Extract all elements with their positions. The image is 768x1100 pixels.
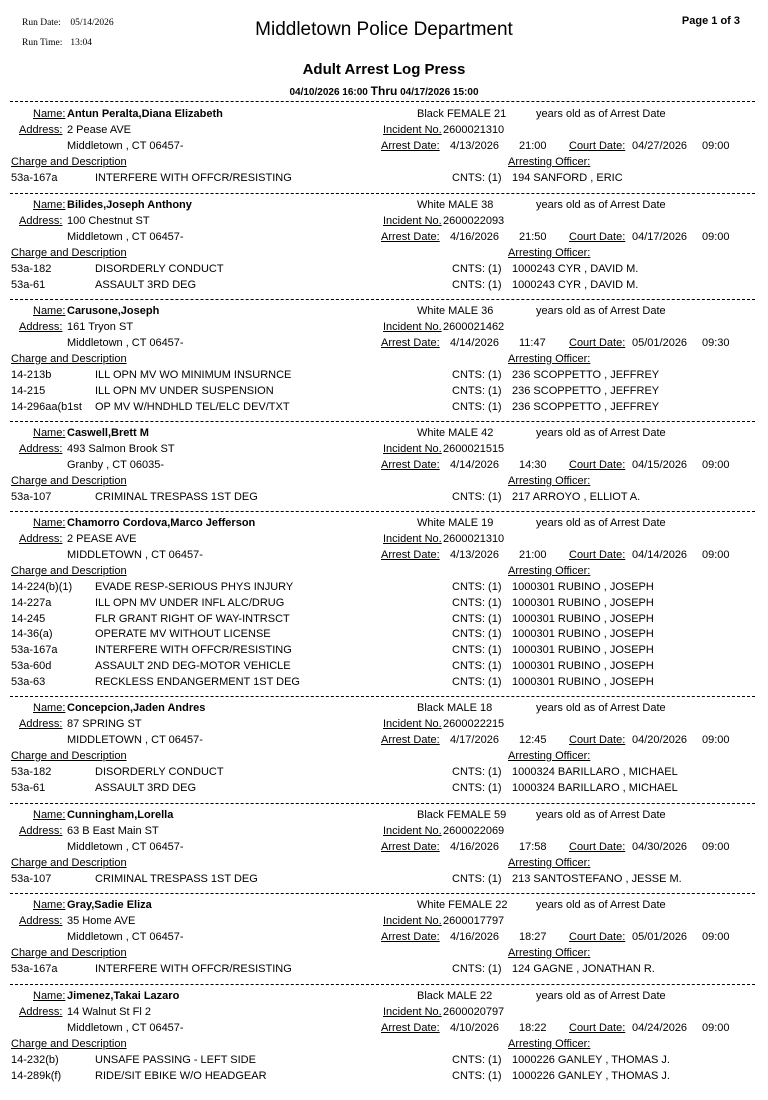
court-time: 09:00: [702, 734, 730, 746]
address-value: 100 Chestnut ST: [67, 215, 150, 227]
officer-header: Arresting Officer:: [508, 1038, 591, 1050]
charge-header: Charge and Description: [11, 565, 127, 577]
charge-description: DISORDERLY CONDUCT: [95, 766, 224, 778]
arresting-officer: 1000243 CYR , DAVID M.: [512, 278, 639, 291]
arresting-officer: 194 SANFORD , ERIC: [512, 172, 623, 184]
incident-number: 2600022215: [443, 718, 505, 730]
charge-description: ILL OPN MV UNDER INFL ALC/DRUG: [95, 596, 285, 609]
charge-code: 53a-61: [11, 781, 46, 794]
arrest-date: 4/16/2026: [450, 231, 499, 243]
court-time: 09:00: [702, 459, 730, 471]
name-label: Name:: [33, 990, 66, 1002]
charge-description: ASSAULT 3RD DEG: [95, 278, 197, 291]
court-time: 09:00: [702, 841, 730, 853]
court-date: 05/01/2026: [632, 931, 688, 943]
arrest-time: 11:47: [519, 337, 546, 349]
arresting-officer: 1000301 RUBINO , JOSEPH: [512, 581, 654, 593]
arrest-time: 14:30: [519, 459, 547, 471]
court-date-label: Court Date:: [569, 459, 626, 471]
officer-header: Arresting Officer:: [508, 156, 591, 168]
arresting-officer: 124 GAGNE , JONATHAN R.: [512, 963, 655, 975]
charge-header: Charge and Description: [11, 247, 127, 259]
arrest-date-label: Arrest Date:: [381, 931, 440, 943]
arresting-officer: 213 SANTOSTEFANO , JESSE M.: [512, 873, 682, 885]
arrest-time: 21:00: [519, 549, 547, 561]
arresting-officer: 1000243 CYR , DAVID M.: [512, 263, 639, 275]
court-date-label: Court Date:: [569, 1022, 626, 1034]
address-value: 63 B East Main ST: [67, 825, 159, 837]
court-date: 05/01/2026: [632, 337, 688, 349]
charge-counts: CNTS: (1): [452, 781, 502, 794]
record-divider: [10, 984, 755, 985]
arrest-date: 4/13/2026: [450, 549, 499, 561]
charge-description: ILL OPN MV WO MINIMUM INSURNCE: [95, 369, 292, 381]
incident-label: Incident No.: [383, 215, 442, 227]
charge-counts: CNTS: (1): [452, 1069, 502, 1082]
charge-description: RECKLESS ENDANGERMENT 1ST DEG: [95, 675, 300, 688]
charge-header: Charge and Description: [11, 1038, 127, 1050]
officer-header: Arresting Officer:: [508, 857, 591, 869]
charge-code: 53a-167a: [11, 644, 58, 657]
charge-code: 53a-60d: [11, 660, 52, 672]
court-date-label: Court Date:: [569, 231, 626, 243]
address-value: 2 Pease AVE: [67, 124, 132, 136]
race-sex-age: White FEMALE 22: [417, 899, 508, 911]
race-sex-age: Black MALE 18: [417, 702, 493, 714]
address-value: 2 PEASE AVE: [67, 533, 137, 545]
address-value: 87 SPRING ST: [67, 718, 142, 730]
arresting-officer: 236 SCOPPETTO , JEFFREY: [512, 384, 660, 397]
header-divider: [10, 101, 755, 102]
age-suffix: years old as of Arrest Date: [536, 702, 666, 714]
charge-counts: CNTS: (1): [452, 491, 502, 503]
court-date-label: Court Date:: [569, 140, 626, 152]
charge-header: Charge and Description: [11, 947, 127, 959]
charge-description: OP MV W/HNDHLD TEL/ELC DEV/TXT: [95, 400, 290, 413]
arrest-date: 4/13/2026: [450, 140, 499, 152]
charge-code: 53a-107: [11, 873, 52, 885]
court-date: 04/30/2026: [632, 841, 688, 853]
charge-counts: CNTS: (1): [452, 660, 502, 672]
name-label: Name:: [33, 427, 66, 439]
race-sex-age: Black FEMALE 21: [417, 108, 507, 120]
court-time: 09:00: [702, 931, 730, 943]
officer-header: Arresting Officer:: [508, 475, 591, 487]
incident-label: Incident No.: [383, 718, 442, 730]
court-date-label: Court Date:: [569, 931, 626, 943]
name-label: Name:: [33, 809, 66, 821]
run-time-label: Run Time:: [22, 38, 63, 48]
charge-header: Charge and Description: [11, 750, 127, 762]
page-number: Page 1 of 3: [681, 15, 740, 27]
incident-label: Incident No.: [383, 915, 442, 927]
charge-counts: CNTS: (1): [452, 612, 502, 625]
officer-header: Arresting Officer:: [508, 947, 591, 959]
incident-number: 2600017797: [443, 915, 505, 927]
arresting-officer: 1000226 GANLEY , THOMAS J.: [512, 1054, 670, 1066]
charge-counts: CNTS: (1): [452, 628, 502, 641]
officer-header: Arresting Officer:: [508, 750, 591, 762]
officer-header: Arresting Officer:: [508, 565, 591, 577]
officer-header: Arresting Officer:: [508, 353, 591, 365]
arrestee-name: Carusone,Joseph: [67, 305, 160, 317]
city-state-zip: Granby , CT 06035-: [67, 459, 165, 471]
charge-counts: CNTS: (1): [452, 766, 502, 778]
arrest-date-label: Arrest Date:: [381, 734, 440, 746]
record-divider: [10, 421, 755, 422]
city-state-zip: Middletown , CT 06457-: [67, 841, 184, 853]
arrestee-name: Caswell,Brett M: [67, 427, 149, 439]
court-date: 04/15/2026: [632, 459, 688, 471]
arrestee-name: Antun Peralta,Diana Elizabeth: [67, 108, 223, 120]
arrest-date: 4/16/2026: [450, 931, 499, 943]
charge-description: ASSAULT 3RD DEG: [95, 781, 197, 794]
arrest-time: 18:22: [519, 1022, 547, 1034]
charge-description: INTERFERE WITH OFFCR/RESISTING: [95, 172, 292, 184]
address-label: Address:: [19, 718, 63, 730]
city-state-zip: Middletown , CT 06457-: [67, 1022, 184, 1034]
city-state-zip: Middletown , CT 06457-: [67, 140, 184, 152]
record-divider: [10, 299, 755, 300]
age-suffix: years old as of Arrest Date: [536, 199, 666, 211]
charge-code: 53a-182: [11, 263, 52, 275]
court-time: 09:00: [702, 140, 730, 152]
incident-number: 2600021515: [443, 443, 505, 455]
name-label: Name:: [33, 702, 66, 714]
arrest-date-label: Arrest Date:: [381, 549, 440, 561]
court-date-label: Court Date:: [569, 337, 626, 349]
race-sex-age: Black MALE 22: [417, 990, 493, 1002]
charge-code: 53a-182: [11, 766, 52, 778]
address-label: Address:: [19, 215, 63, 227]
charge-code: 53a-167a: [11, 172, 58, 184]
charge-code: 14-224(b)(1): [11, 581, 73, 593]
arrestee-name: Bilides,Joseph Anthony: [67, 199, 192, 211]
arrest-time: 21:50: [519, 231, 547, 243]
record-divider: [10, 511, 755, 512]
arrest-date-label: Arrest Date:: [381, 1022, 440, 1034]
charge-description: EVADE RESP-SERIOUS PHYS INJURY: [95, 581, 294, 593]
arrest-date: 4/10/2026: [450, 1022, 499, 1034]
incident-number: 2600020797: [443, 1006, 505, 1018]
address-value: 35 Home AVE: [67, 915, 136, 927]
charge-code: 14-296aa(b1st: [11, 400, 82, 413]
arresting-officer: 236 SCOPPETTO , JEFFREY: [512, 400, 660, 413]
charge-description: INTERFERE WITH OFFCR/RESISTING: [95, 963, 292, 975]
age-suffix: years old as of Arrest Date: [536, 990, 666, 1002]
record-divider: [10, 193, 755, 194]
arrest-date: 4/17/2026: [450, 734, 499, 746]
charge-code: 14-245: [11, 612, 46, 625]
arresting-officer: 1000324 BARILLARO , MICHAEL: [512, 766, 678, 778]
charge-code: 53a-167a: [11, 963, 58, 975]
arrest-date-label: Arrest Date:: [381, 841, 440, 853]
incident-number: 2600021310: [443, 124, 505, 136]
arresting-officer: 1000301 RUBINO , JOSEPH: [512, 612, 654, 625]
arrestee-name: Concepcion,Jaden Andres: [67, 702, 206, 714]
charge-counts: CNTS: (1): [452, 172, 502, 184]
address-label: Address:: [19, 825, 63, 837]
arresting-officer: 1000226 GANLEY , THOMAS J.: [512, 1069, 670, 1082]
arresting-officer: 1000301 RUBINO , JOSEPH: [512, 596, 654, 609]
age-suffix: years old as of Arrest Date: [536, 517, 666, 529]
arrest-date: 4/14/2026: [450, 337, 499, 349]
age-suffix: years old as of Arrest Date: [536, 427, 666, 439]
city-state-zip: Middletown , CT 06457-: [67, 931, 184, 943]
charge-counts: CNTS: (1): [452, 581, 502, 593]
city-state-zip: MIDDLETOWN , CT 06457-: [67, 549, 203, 561]
arrest-time: 12:45: [519, 734, 547, 746]
charge-counts: CNTS: (1): [452, 963, 502, 975]
race-sex-age: Black FEMALE 59: [417, 809, 507, 821]
charge-code: 14-36(a): [11, 628, 53, 641]
charge-description: UNSAFE PASSING - LEFT SIDE: [95, 1054, 256, 1066]
arresting-officer: 1000324 BARILLARO , MICHAEL: [512, 781, 678, 794]
charge-description: INTERFERE WITH OFFCR/RESISTING: [95, 644, 292, 657]
age-suffix: years old as of Arrest Date: [536, 305, 666, 317]
name-label: Name:: [33, 517, 66, 529]
officer-header: Arresting Officer:: [508, 247, 591, 259]
name-label: Name:: [33, 899, 66, 911]
arrest-date-label: Arrest Date:: [381, 337, 440, 349]
charge-description: ASSAULT 2ND DEG-MOTOR VEHICLE: [95, 660, 291, 672]
run-date-label: Run Date:: [22, 18, 61, 28]
address-value: 161 Tryon ST: [67, 321, 134, 333]
arrest-date: 4/16/2026: [450, 841, 499, 853]
arrestee-name: Cunningham,Lorella: [67, 809, 174, 821]
charge-counts: CNTS: (1): [452, 596, 502, 609]
arrestee-name: Gray,Sadie Eliza: [67, 899, 152, 911]
address-label: Address:: [19, 1006, 63, 1018]
incident-number: 2600022069: [443, 825, 505, 837]
address-value: 493 Salmon Brook ST: [67, 443, 175, 455]
charge-code: 53a-63: [11, 675, 46, 688]
name-label: Name:: [33, 305, 66, 317]
incident-label: Incident No.: [383, 825, 442, 837]
court-time: 09:00: [702, 1022, 730, 1034]
incident-label: Incident No.: [383, 321, 442, 333]
address-value: 14 Walnut St Fl 2: [67, 1006, 151, 1018]
incident-number: 2600022093: [443, 215, 505, 227]
range-start: 04/10/2026 16:00: [289, 87, 368, 98]
arrest-date-label: Arrest Date:: [381, 231, 440, 243]
charge-code: 53a-107: [11, 491, 52, 503]
charge-counts: CNTS: (1): [452, 278, 502, 291]
charge-counts: CNTS: (1): [452, 369, 502, 381]
race-sex-age: White MALE 38: [417, 199, 494, 211]
arresting-officer: 1000301 RUBINO , JOSEPH: [512, 660, 654, 672]
charge-description: CRIMINAL TRESPASS 1ST DEG: [95, 873, 258, 885]
arresting-officer: 236 SCOPPETTO , JEFFREY: [512, 369, 660, 381]
race-sex-age: White MALE 36: [417, 305, 494, 317]
charge-counts: CNTS: (1): [452, 873, 502, 885]
arrestee-name: Jimenez,Takai Lazaro: [67, 990, 180, 1002]
record-divider: [10, 803, 755, 804]
address-label: Address:: [19, 124, 63, 136]
charge-counts: CNTS: (1): [452, 400, 502, 413]
charge-counts: CNTS: (1): [452, 675, 502, 688]
arresting-officer: 217 ARROYO , ELLIOT A.: [512, 491, 641, 503]
address-label: Address:: [19, 321, 63, 333]
race-sex-age: White MALE 19: [417, 517, 494, 529]
court-time: 09:00: [702, 231, 730, 243]
arrest-date-label: Arrest Date:: [381, 140, 440, 152]
city-state-zip: MIDDLETOWN , CT 06457-: [67, 734, 203, 746]
address-label: Address:: [19, 443, 63, 455]
city-state-zip: Middletown , CT 06457-: [67, 231, 184, 243]
arrest-date: 4/14/2026: [450, 459, 499, 471]
incident-label: Incident No.: [383, 1006, 442, 1018]
charge-description: RIDE/SIT EBIKE W/O HEADGEAR: [95, 1069, 267, 1082]
court-date: 04/14/2026: [632, 549, 688, 561]
charge-code: 53a-61: [11, 278, 46, 291]
charge-counts: CNTS: (1): [452, 384, 502, 397]
court-date: 04/24/2026: [632, 1022, 688, 1034]
court-date-label: Court Date:: [569, 734, 626, 746]
court-date: 04/17/2026: [632, 231, 688, 243]
charge-counts: CNTS: (1): [452, 263, 502, 275]
court-time: 09:00: [702, 549, 730, 561]
incident-number: 2600021310: [443, 533, 505, 545]
charge-counts: CNTS: (1): [452, 644, 502, 657]
age-suffix: years old as of Arrest Date: [536, 899, 666, 911]
incident-label: Incident No.: [383, 533, 442, 545]
city-state-zip: Middletown , CT 06457-: [67, 337, 184, 349]
charge-description: OPERATE MV WITHOUT LICENSE: [95, 628, 271, 641]
charge-code: 14-215: [11, 384, 46, 397]
arrest-time: 21:00: [519, 140, 547, 152]
arresting-officer: 1000301 RUBINO , JOSEPH: [512, 628, 654, 641]
charge-header: Charge and Description: [11, 857, 127, 869]
charge-header: Charge and Description: [11, 353, 127, 365]
date-range: [0, 84, 768, 98]
arresting-officer: 1000301 RUBINO , JOSEPH: [512, 644, 654, 657]
incident-label: Incident No.: [383, 124, 442, 136]
court-date-label: Court Date:: [569, 841, 626, 853]
incident-number: 2600021462: [443, 321, 505, 333]
run-date-value: 05/14/2026: [70, 18, 114, 28]
run-time-value: 13:04: [70, 38, 93, 48]
charge-counts: CNTS: (1): [452, 1054, 502, 1066]
age-suffix: years old as of Arrest Date: [536, 809, 666, 821]
court-time: 09:30: [702, 337, 730, 349]
department-name: Middletown Police Department: [255, 19, 513, 40]
name-label: Name:: [33, 108, 66, 120]
incident-label: Incident No.: [383, 443, 442, 455]
race-sex-age: White MALE 42: [417, 427, 494, 439]
address-label: Address:: [19, 533, 63, 545]
address-label: Address:: [19, 915, 63, 927]
report-title: Adult Arrest Log Press: [302, 61, 466, 78]
arrest-time: 17:58: [519, 841, 547, 853]
charge-code: 14-232(b): [11, 1054, 59, 1066]
charge-description: CRIMINAL TRESPASS 1ST DEG: [95, 491, 258, 503]
record-divider: [10, 696, 755, 697]
name-label: Name:: [33, 199, 66, 211]
arrest-date-label: Arrest Date:: [381, 459, 440, 471]
charge-code: 14-227a: [11, 596, 52, 609]
charge-code: 14-213b: [11, 369, 52, 381]
charge-description: DISORDERLY CONDUCT: [95, 263, 224, 275]
charge-description: FLR GRANT RIGHT OF WAY-INTRSCT: [95, 612, 290, 625]
arrest-time: 18:27: [519, 931, 547, 943]
charge-description: ILL OPN MV UNDER SUSPENSION: [95, 384, 274, 397]
court-date-label: Court Date:: [569, 549, 626, 561]
arrestee-name: Chamorro Cordova,Marco Jefferson: [67, 517, 256, 529]
charge-header: Charge and Description: [11, 475, 127, 487]
range-end: 04/17/2026 15:00: [400, 87, 479, 98]
arresting-officer: 1000301 RUBINO , JOSEPH: [512, 675, 654, 688]
age-suffix: years old as of Arrest Date: [536, 108, 666, 120]
court-date: 04/27/2026: [632, 140, 688, 152]
record-divider: [10, 893, 755, 894]
charge-header: Charge and Description: [11, 156, 127, 168]
range-thru: Thru: [370, 84, 398, 98]
charge-code: 14-289k(f): [11, 1069, 62, 1082]
court-date: 04/20/2026: [632, 734, 688, 746]
